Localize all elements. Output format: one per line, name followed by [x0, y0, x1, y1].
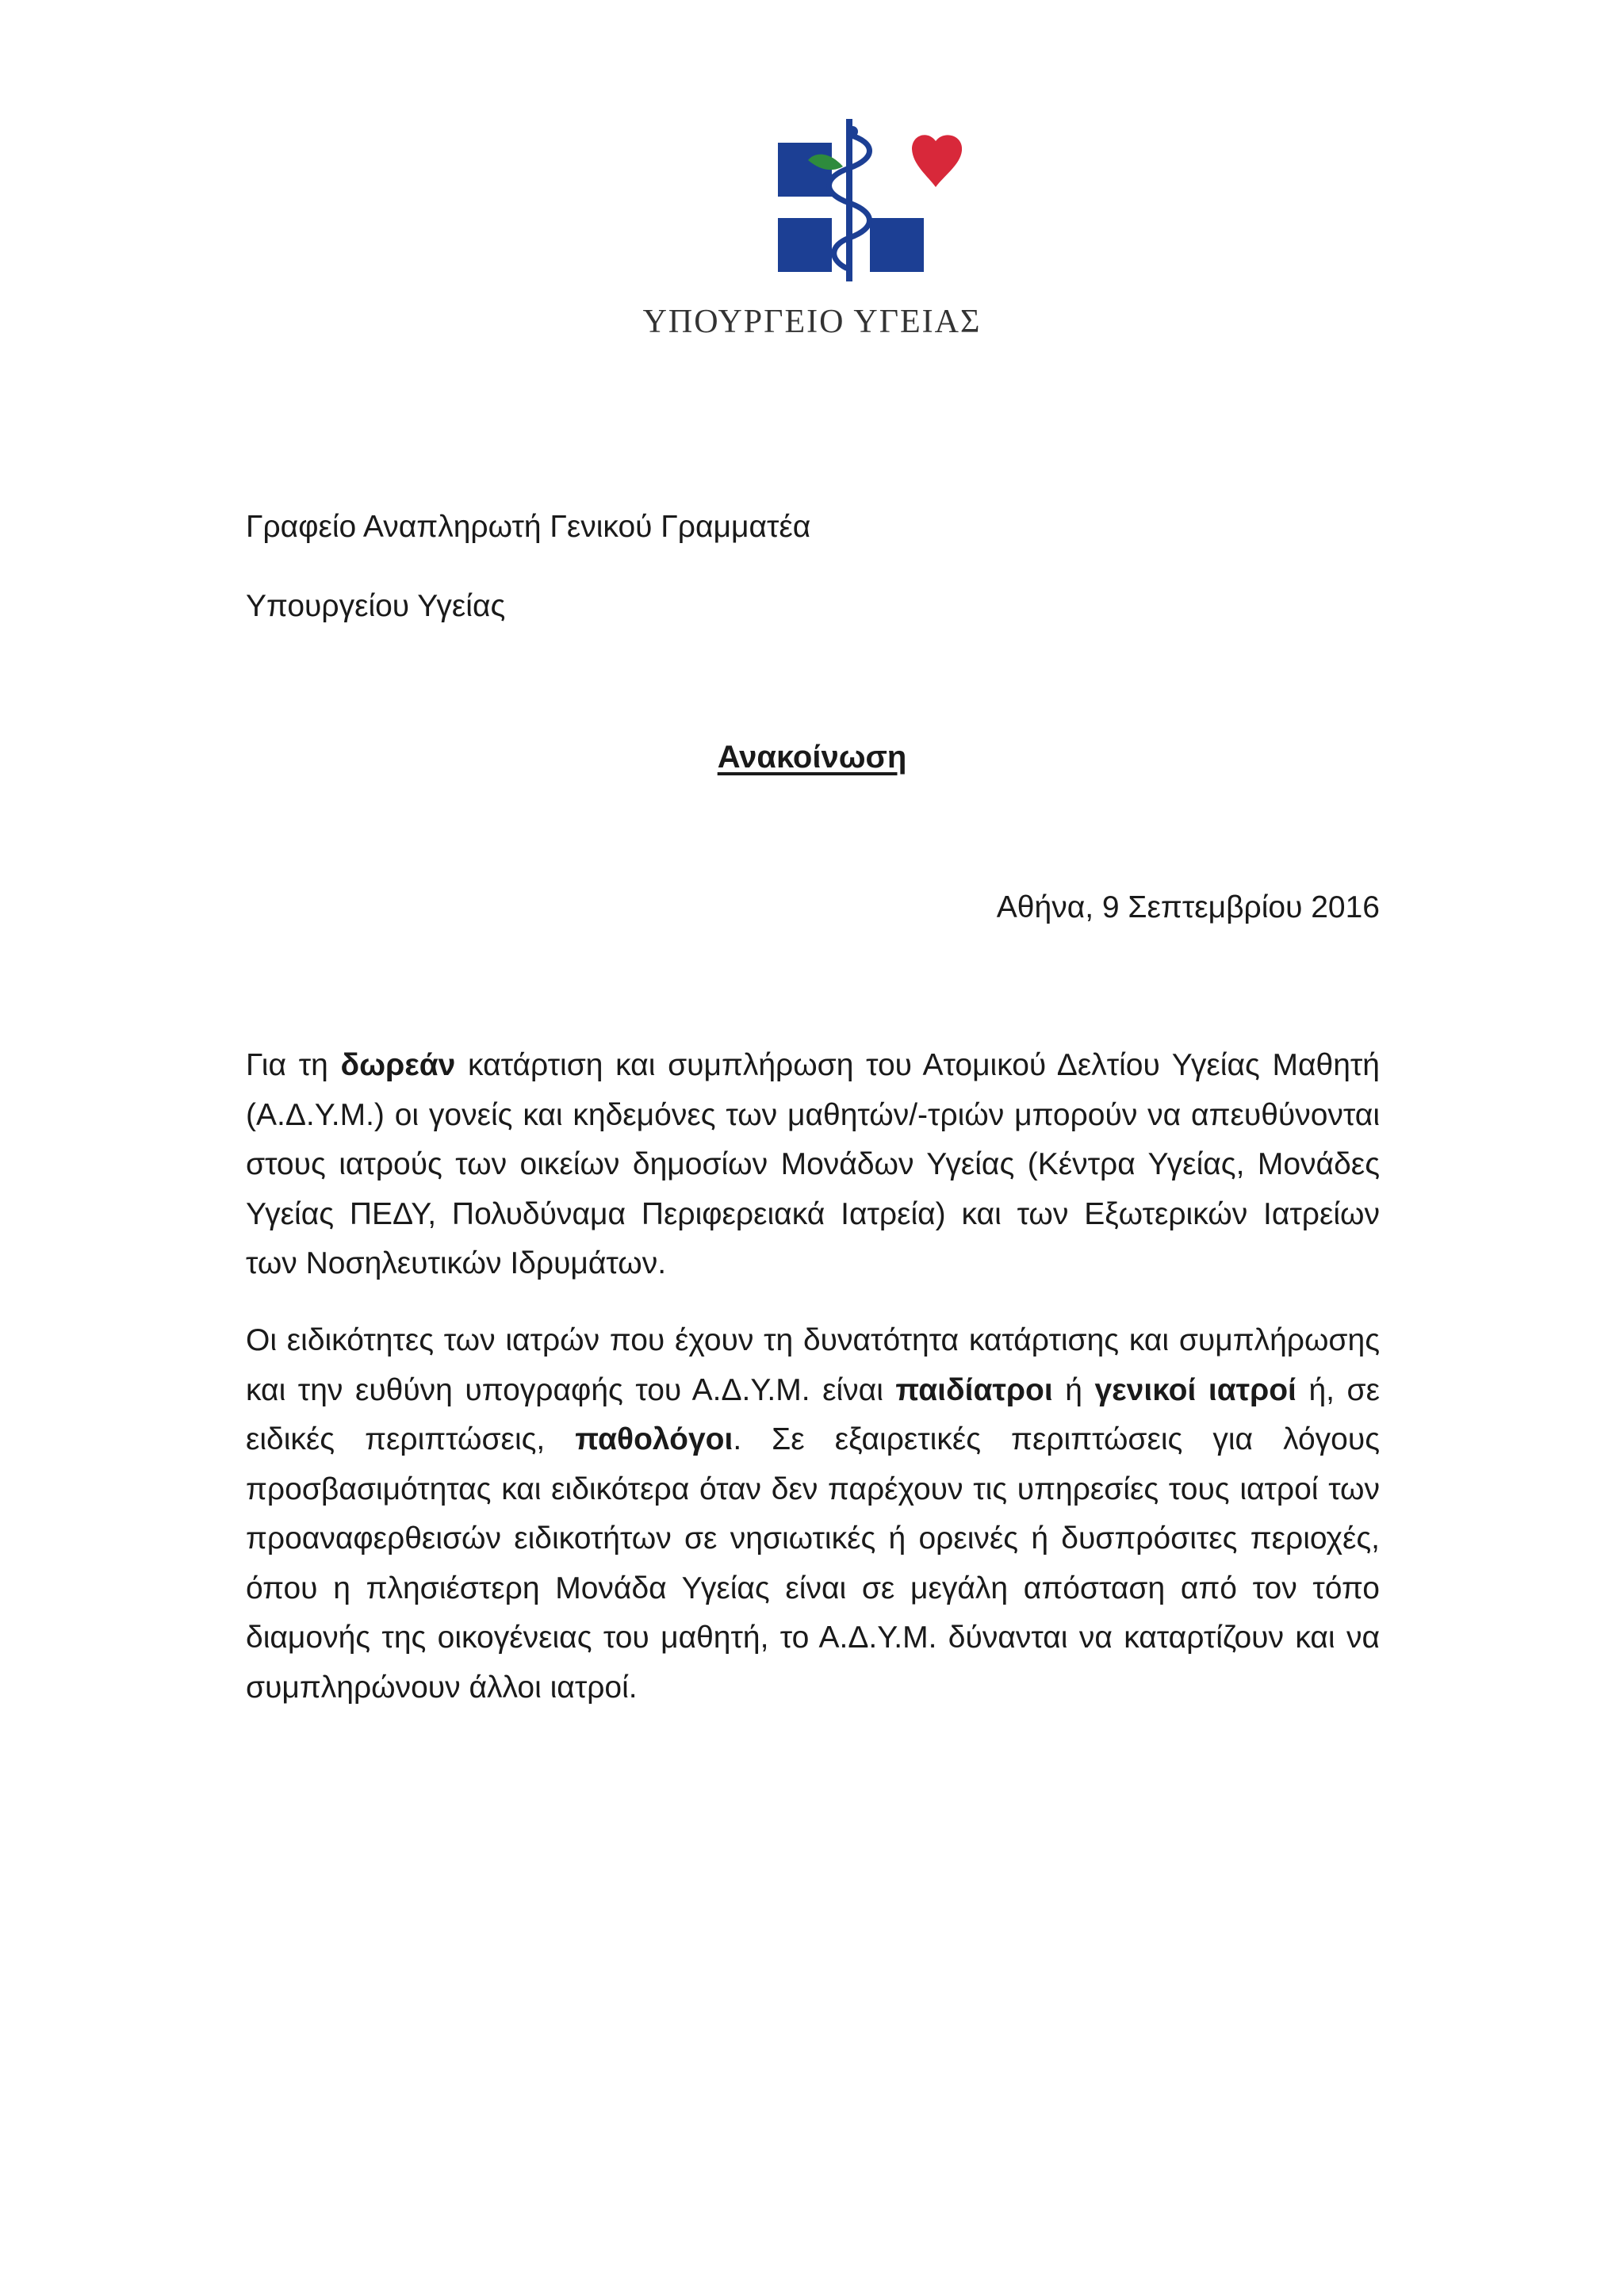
- office-line-1: Γραφείο Αναπληρωτή Γενικού Γραμματέα: [246, 510, 811, 544]
- paragraph-2-bold-pathologists: παθολόγοι: [575, 1422, 733, 1456]
- paragraph-2-text-3: ή, σε ειδικές περιπτώσεις,: [246, 1372, 1380, 1456]
- ministry-name: ΥΠΟΥΡΓΕΙΟ ΥΓΕΙΑΣ: [642, 304, 982, 340]
- announcement-title: Ανακοίνωση: [717, 740, 907, 775]
- paragraph-2-text-2: ή: [1052, 1372, 1095, 1407]
- office-line-2: Υπουργείου Υγείας: [246, 589, 506, 623]
- paragraph-2-bold-general-doctors: γενικοί ιατροί: [1094, 1372, 1297, 1407]
- paragraph-2: [246, 1316, 1380, 1712]
- announcement-date: Αθήνα, 9 Σεπτεμβρίου 2016: [996, 890, 1380, 924]
- paragraph-1-bold-free: δωρεάν: [340, 1048, 456, 1082]
- ministry-logo-icon: [773, 111, 971, 289]
- paragraph-2-bold-pediatricians: παιδίατροι: [895, 1372, 1053, 1407]
- paragraph-1: [246, 1041, 1380, 1289]
- paragraph-1-text-1: Για τη: [246, 1048, 341, 1082]
- paragraph-2-text-1: Οι ειδικότητες των ιατρών που έχουν τη δυνατότητα κατάρτισης και συμπλήρωσης και την ευθύνη υπογραφής του Α.Δ.Υ.Μ. είναι: [246, 1323, 1380, 1407]
- paragraph-1-text-2: κατάρτιση και συμπλήρωση του Ατομικού Δελτίου Υγείας Μαθητή (Α.Δ.Υ.Μ.) οι γονείς και κηδεμόνες των μαθητών/-τριών μπορούν να απευθύνονται στους ιατρούς των οικείων δημοσίων Μονάδων Υγείας (Κέντρα Υγείας, Μονάδες Υγείας ΠΕΔΥ, Πολυδύναμα Περιφερειακά Ιατρεία) και των Εξωτερικών Ιατρείων των Νοσηλευτικών Ιδρυμάτων.: [246, 1048, 1380, 1280]
- paragraph-2-text-4: . Σε εξαιρετικές περιπτώσεις για λόγους προσβασιμότητας και ειδικότερα όταν δεν παρέχουν τις υπηρεσίες τους ιατροί των προαναφερθεισών ειδικοτήτων σε νησιωτικές ή ορεινές ή δυσπρόσιτες περιοχές, όπου η πλησιέστερη Μονάδα Υγείας είναι σε μεγάλη απόσταση από τον τόπο διαμονής της οικογένειας του μαθητή, το Α.Δ.Υ.Μ. δύνανται να καταρτίζουν και να συμπληρώνουν άλλοι ιατροί.: [246, 1422, 1380, 1705]
